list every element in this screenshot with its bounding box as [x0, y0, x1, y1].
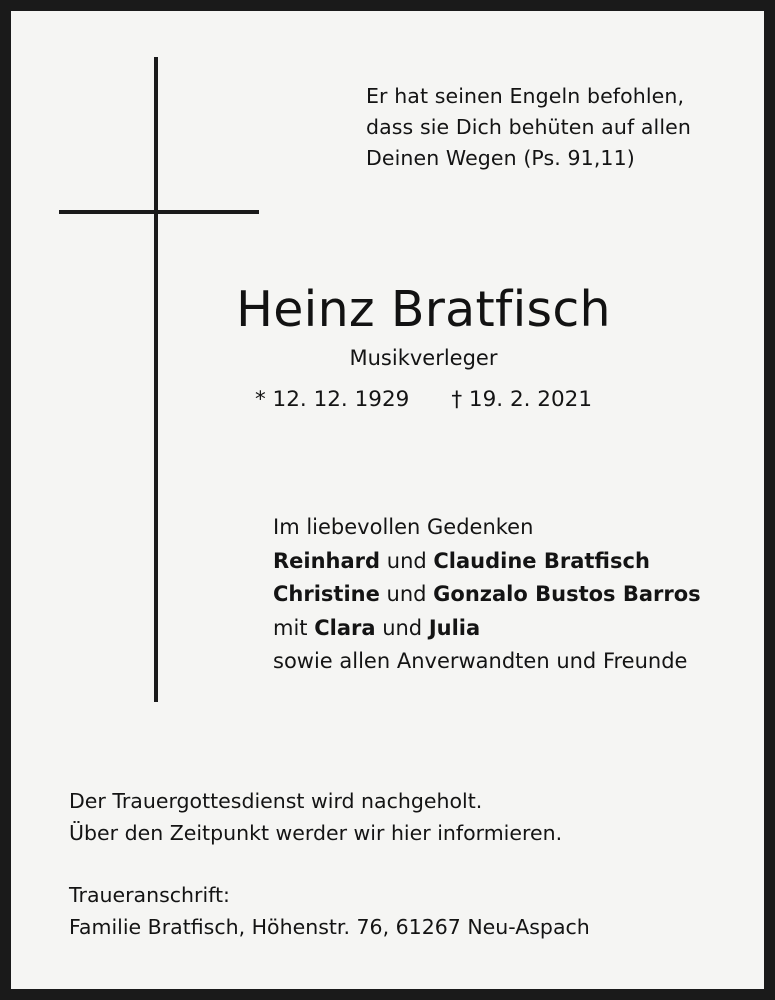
- footer-spacer: [69, 849, 749, 880]
- mourner-line-1: [273, 545, 743, 579]
- name-block: [11, 281, 775, 414]
- service-note-line-1: Der Trauergottesdienst wird nachgeholt.: [69, 789, 483, 813]
- mourner-name-reinhard: Reinhard: [273, 548, 381, 573]
- address-line: Familie Bratfisch, Höhenstr. 76, 61267 Neu-Aspach: [69, 914, 590, 939]
- service-note-line-2: Über den Zeitpunkt werder wir hier informieren.: [69, 820, 563, 845]
- conjunction-3: und: [375, 615, 429, 640]
- footer-notes: [69, 786, 749, 943]
- verse-block: [366, 81, 746, 174]
- mourner-line-4: sowie allen Anverwandten und Freunde: [273, 649, 688, 673]
- death-date: † 19. 2. 2021: [451, 387, 593, 412]
- mourner-name-clara: Clara: [314, 615, 376, 640]
- cross-horizontal-bar: [59, 210, 259, 214]
- deceased-name: Heinz Bratfisch: [236, 281, 611, 338]
- mourner-line-3: [273, 612, 743, 646]
- address-label: Traueranschrift:: [69, 883, 230, 907]
- mourner-name-gonzalo: Gonzalo Bustos Barros: [433, 582, 701, 606]
- verse-line-3: Deinen Wegen (Ps. 91,11): [366, 146, 635, 170]
- mourner-line-2: [273, 578, 743, 612]
- life-dates: [61, 386, 775, 414]
- memorial-intro: Im liebevollen Gedenken: [273, 515, 534, 539]
- mourner-name-claudine: Claudine Bratfisch: [433, 548, 650, 573]
- obituary-inner: [11, 11, 764, 989]
- profession: Musikverleger: [349, 346, 498, 370]
- mourner-name-christine: Christine: [273, 582, 380, 606]
- mourner-name-julia: Julia: [428, 615, 481, 640]
- mourner-line-3-prefix: mit: [273, 615, 315, 640]
- conjunction-2: und: [379, 582, 434, 606]
- verse-line-2: dass sie Dich behüten auf allen: [366, 115, 691, 139]
- verse-line-1: Er hat seinen Engeln befohlen,: [366, 84, 685, 108]
- birth-date: * 12. 12. 1929: [254, 387, 410, 412]
- conjunction-1: und: [380, 548, 434, 573]
- mourners-block: [273, 511, 743, 679]
